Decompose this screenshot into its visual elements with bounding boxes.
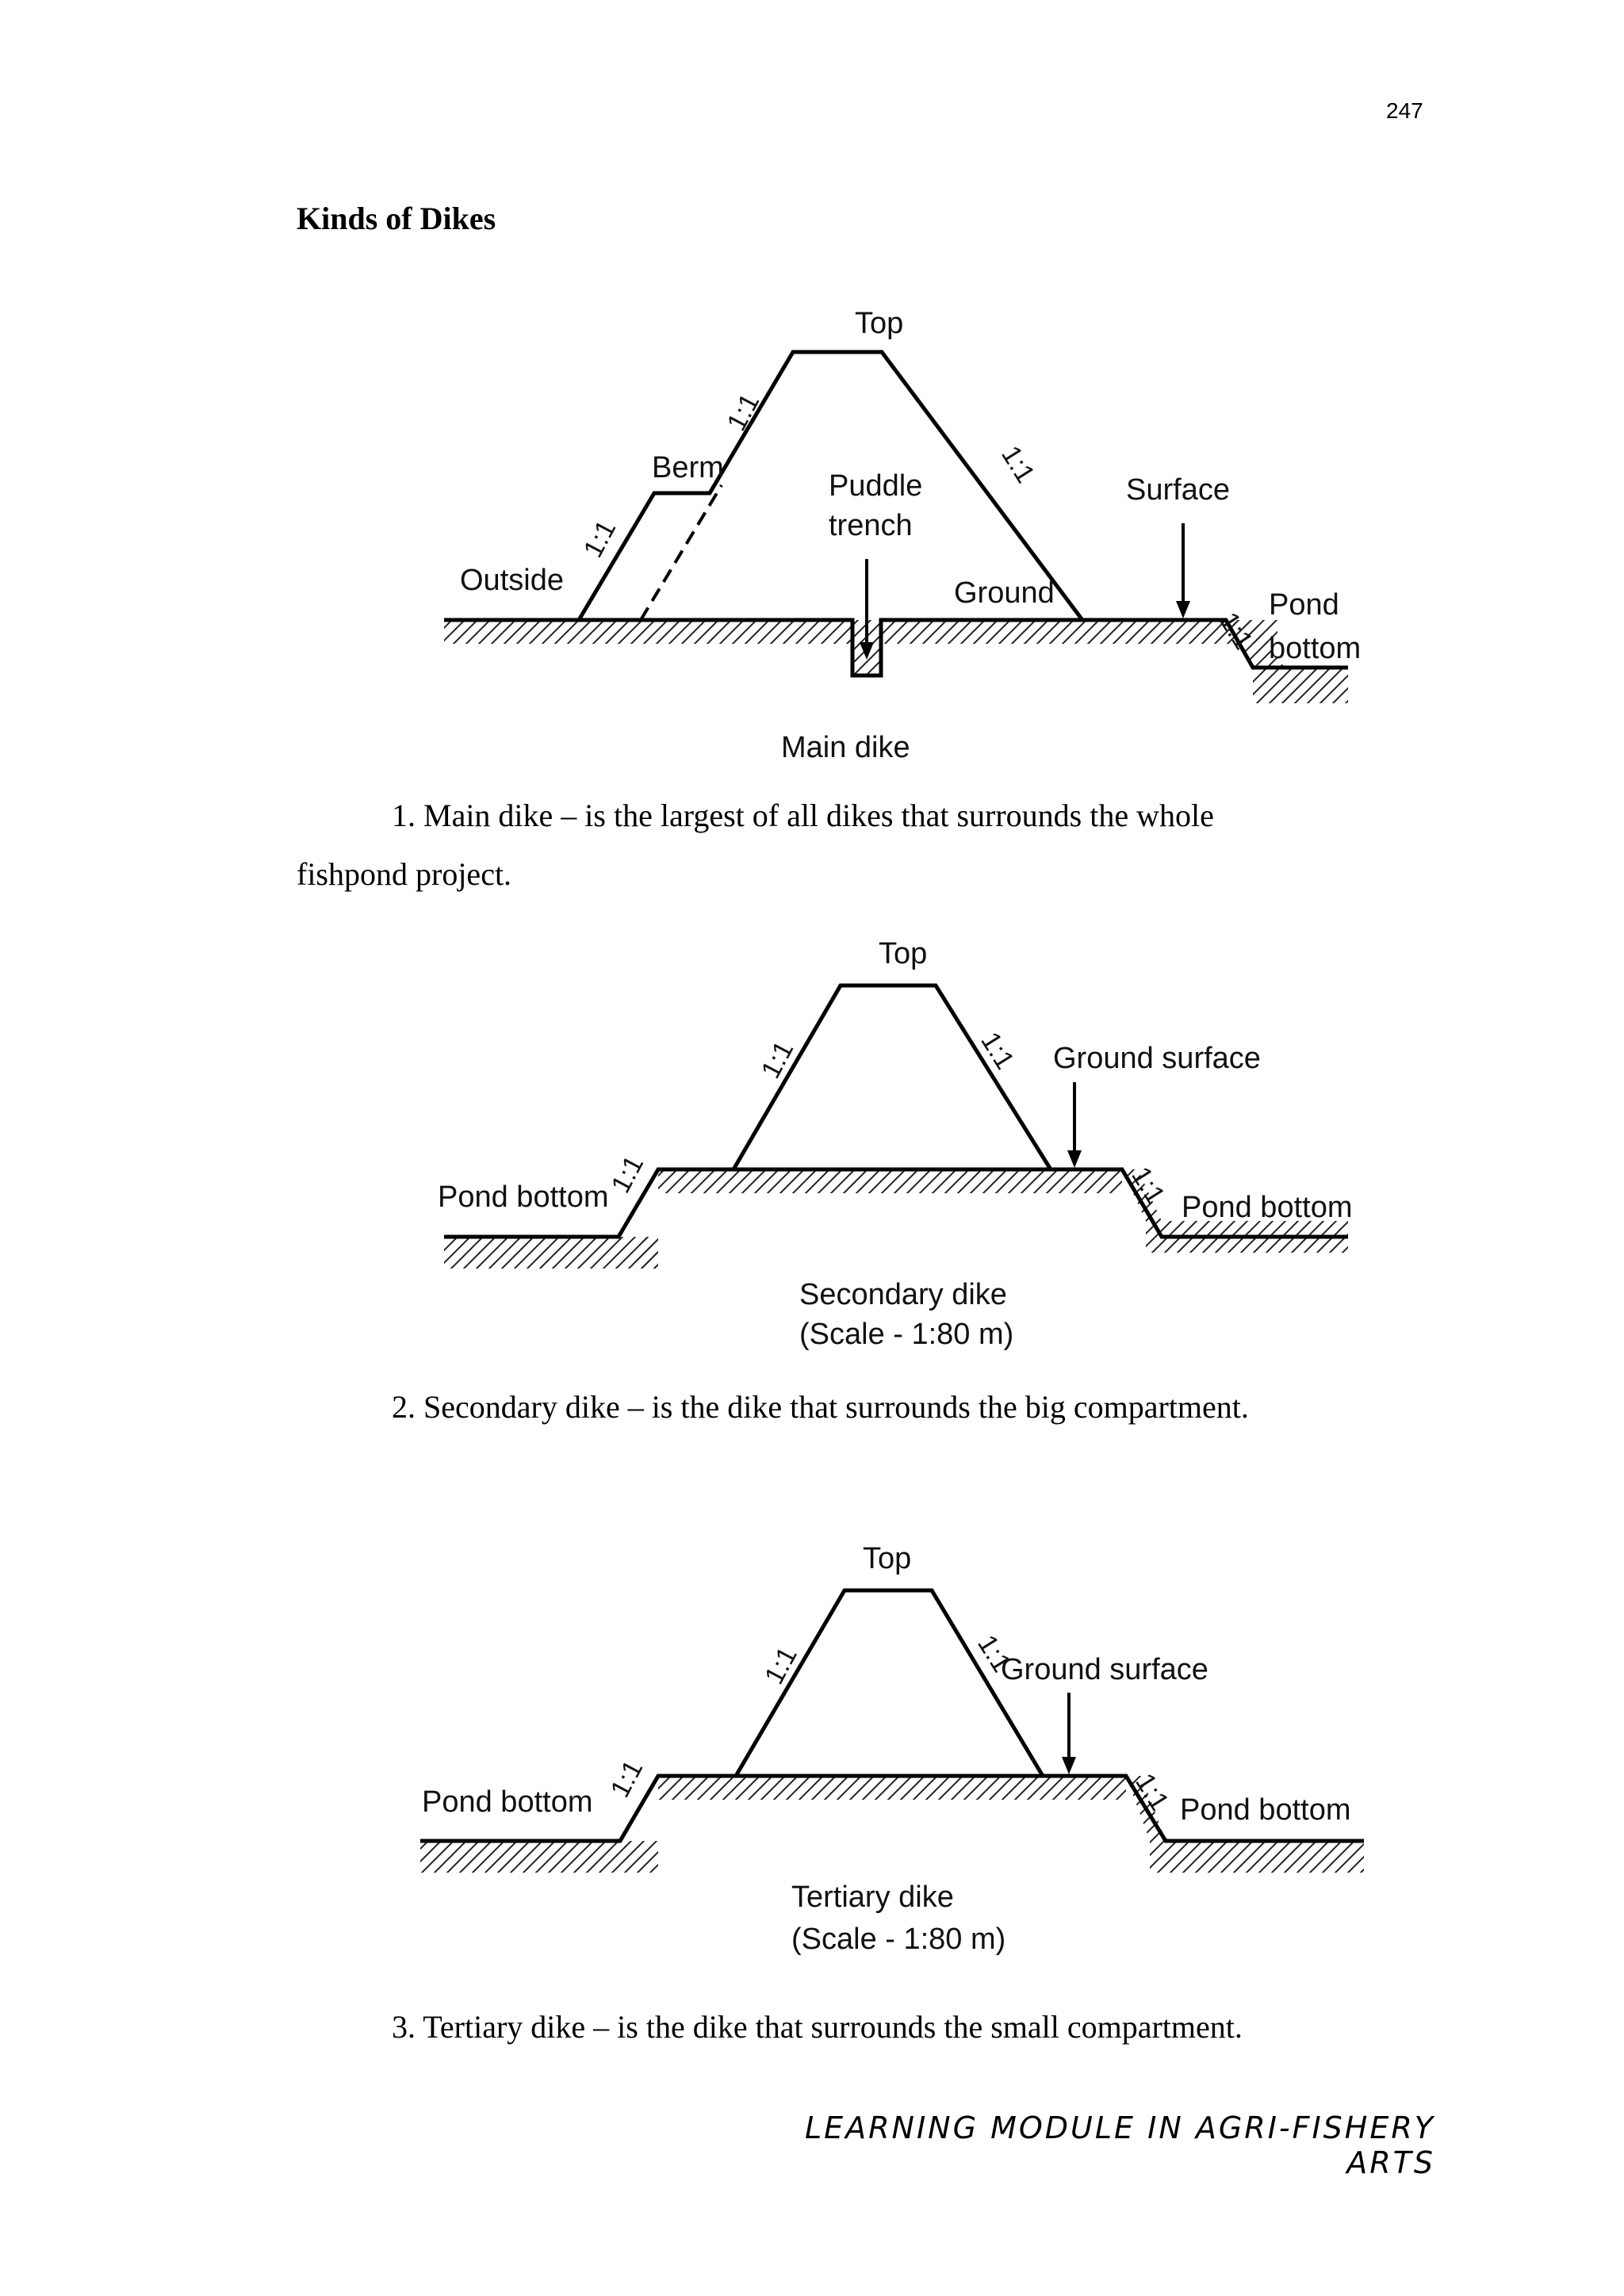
- tertiary-slope-right: 1:1: [971, 1629, 1017, 1678]
- paragraph-secondary-dike-text: 2. Secondary dike – is the dike that surrounds the big compartment.: [392, 1389, 1249, 1425]
- tertiary-dike-diagram: [412, 1514, 1380, 1974]
- tertiary-pond-bottom-right: Pond bottom: [1180, 1793, 1351, 1827]
- main-slope-right: 1:1: [995, 440, 1041, 488]
- main-bottom-label: bottom: [1269, 632, 1362, 665]
- tertiary-hatch-right: [1150, 1841, 1364, 1873]
- secondary-ground-arrowhead: [1067, 1150, 1082, 1168]
- tertiary-slope-outer-right: 1:1: [1129, 1768, 1175, 1816]
- tertiary-ground-surface-label: Ground surface: [1001, 1653, 1208, 1686]
- tertiary-dike-scale: (Scale - 1:80 m): [791, 1923, 1006, 1956]
- ground-hatch-left: [444, 620, 852, 644]
- tertiary-ground-arrowhead: [1062, 1757, 1076, 1774]
- main-surface-label: Surface: [1126, 473, 1230, 507]
- main-slope-pond: 1:1: [1213, 607, 1259, 655]
- paragraph-main-dike-line1: 1. Main dike – is the largest of all dikes that surrounds the whole: [392, 798, 1214, 833]
- main-dike-svg: [428, 301, 1380, 777]
- secondary-slope-left: 1:1: [755, 1035, 800, 1084]
- paragraph-tertiary-dike-text: 3. Tertiary dike – is the dike that surrounds the small compartment.: [392, 2009, 1243, 2045]
- secondary-slope-right: 1:1: [975, 1027, 1021, 1075]
- main-dike-caption: Main dike: [781, 731, 910, 764]
- secondary-dike-scale: (Scale - 1:80 m): [799, 1318, 1014, 1351]
- secondary-pond-bottom-left: Pond bottom: [438, 1181, 609, 1214]
- secondary-dike-svg: [428, 924, 1364, 1368]
- secondary-ground-surface-label: Ground surface: [1053, 1042, 1261, 1075]
- paragraph-secondary-dike: [297, 1378, 1431, 1437]
- berm-dashed-line: [641, 485, 722, 620]
- tertiary-top-label: Top: [863, 1542, 912, 1575]
- tertiary-slope-outer-left: 1:1: [604, 1755, 649, 1803]
- paragraph-main-dike-line2: fishpond project.: [297, 856, 512, 892]
- secondary-slope-outer-right: 1:1: [1125, 1161, 1171, 1210]
- module-footer: LEARNING MODULE IN AGRI-FISHERY ARTS: [804, 2110, 1435, 2180]
- secondary-dike-caption: Secondary dike: [799, 1278, 1007, 1311]
- main-trench-label: trench: [829, 509, 913, 542]
- paragraph-main-dike: [297, 786, 1431, 845]
- main-slope-left-upper: 1:1: [721, 388, 766, 436]
- main-slope-left-lower: 1:1: [577, 515, 622, 563]
- tertiary-dike-caption: Tertiary dike: [791, 1881, 954, 1914]
- main-puddle-label: Puddle: [829, 469, 923, 503]
- main-pond-label: Pond: [1269, 588, 1339, 622]
- secondary-dike-diagram: [428, 924, 1364, 1368]
- paragraph-main-dike-cont: [297, 845, 1431, 904]
- main-berm-label: Berm: [652, 451, 724, 484]
- secondary-hatch-left: [444, 1237, 658, 1269]
- ground-hatch-pond: [1253, 668, 1348, 703]
- main-top-label: Top: [855, 307, 904, 340]
- tertiary-pond-bottom-left: Pond bottom: [422, 1785, 593, 1819]
- surface-arrowhead: [1176, 601, 1190, 618]
- paragraph-tertiary-dike: [297, 1998, 1431, 2057]
- tertiary-hatch-left: [420, 1841, 658, 1873]
- secondary-hatch-top: [658, 1169, 1122, 1193]
- page-number: 247: [1386, 98, 1423, 123]
- main-dike-diagram: [428, 301, 1380, 777]
- secondary-top-label: Top: [879, 937, 928, 970]
- secondary-slope-outer-left: 1:1: [605, 1150, 650, 1198]
- secondary-pond-bottom-right: Pond bottom: [1182, 1191, 1353, 1224]
- main-ground-label: Ground: [954, 576, 1055, 610]
- section-heading: Kinds of Dikes: [297, 201, 496, 236]
- tertiary-dike-svg: [412, 1514, 1380, 1974]
- main-outside-label: Outside: [460, 564, 564, 597]
- tertiary-slope-left: 1:1: [759, 1642, 803, 1689]
- tertiary-hatch-top: [658, 1776, 1126, 1800]
